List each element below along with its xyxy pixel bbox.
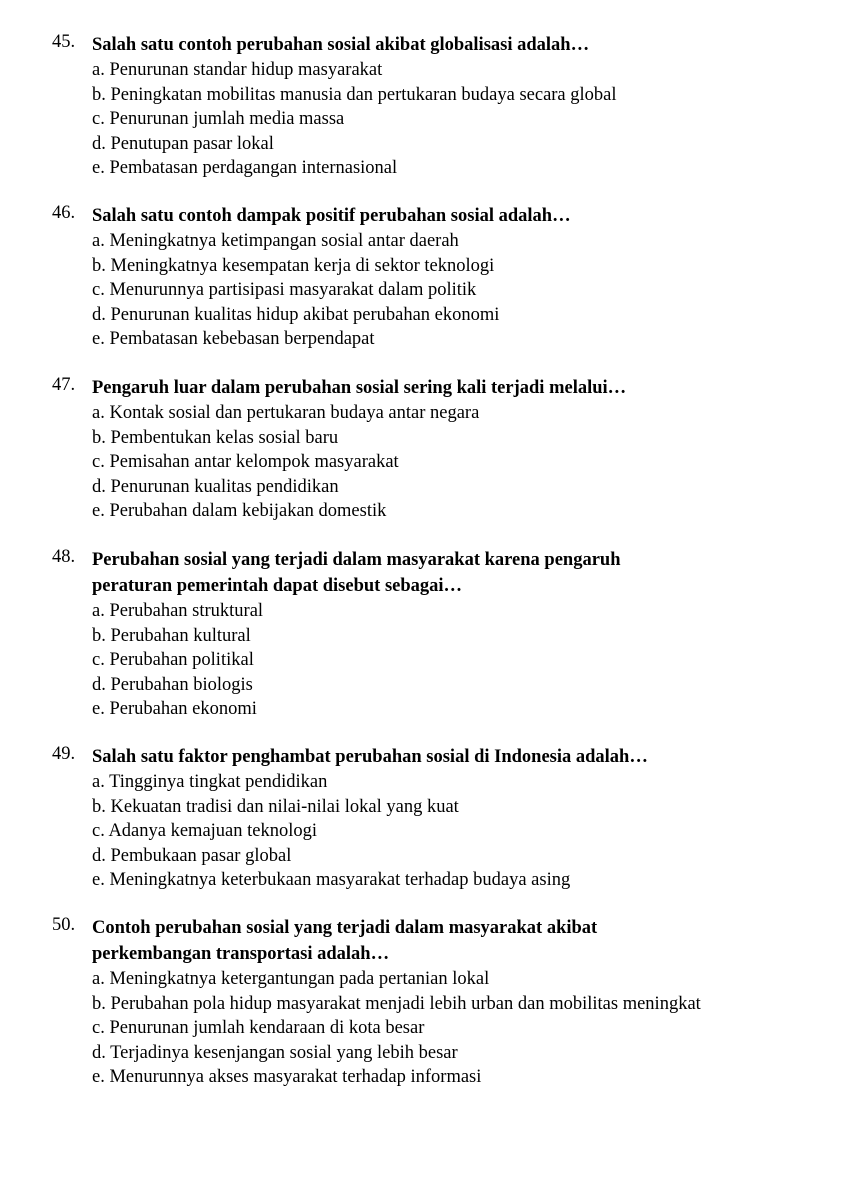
option-a: a. Penurunan standar hidup masyarakat <box>92 60 383 80</box>
option-e: e. Perubahan ekonomi <box>92 699 257 720</box>
option-d: d. Pembukaan pasar global <box>92 845 292 866</box>
option-e: e. Meningkatnya keterbukaan masyarakat terhadap budaya asing <box>92 870 571 891</box>
option-e: e. Pembatasan kebebasan berpendapat <box>92 329 375 350</box>
option-b: b. Pembentukan kelas sosial baru <box>92 427 339 448</box>
question-text: Salah satu contoh perubahan sosial akibat globalisasi adalah… <box>92 35 590 55</box>
question-text: Salah satu contoh dampak positif perubahan sosial adalah… <box>92 206 571 226</box>
question-49 <box>52 744 772 893</box>
option-d: d. Perubahan biologis <box>92 674 253 695</box>
question-number: 50. <box>52 915 76 935</box>
question-47 <box>52 375 772 524</box>
option-d: d. Penurunan kualitas pendidikan <box>92 476 339 497</box>
question-text-line-1: Perubahan sosial yang terjadi dalam masyarakat karena pengaruh <box>92 550 621 570</box>
question-50 <box>52 915 772 1090</box>
question-number: 46. <box>52 203 76 223</box>
option-c: c. Menurunnya partisipasi masyarakat dalam politik <box>92 280 477 301</box>
option-d: d. Penurunan kualitas hidup akibat perubahan ekonomi <box>92 304 500 325</box>
option-c: c. Pemisahan antar kelompok masyarakat <box>92 452 399 473</box>
option-b: b. Peningkatan mobilitas manusia dan pertukaran budaya secara global <box>92 84 617 105</box>
option-b: b. Kekuatan tradisi dan nilai-nilai lokal yang kuat <box>92 796 459 817</box>
option-a: a. Meningkatnya ketimpangan sosial antar daerah <box>92 231 459 251</box>
question-45 <box>52 32 772 181</box>
option-c: c. Adanya kemajuan teknologi <box>92 821 318 842</box>
option-a: a. Perubahan struktural <box>92 601 264 621</box>
option-b: b. Meningkatnya kesempatan kerja di sektor teknologi <box>92 255 495 276</box>
option-c: c. Penurunan jumlah kendaraan di kota besar <box>92 1018 425 1039</box>
option-e: e. Pembatasan perdagangan internasional <box>92 158 398 179</box>
option-a: a. Kontak sosial dan pertukaran budaya antar negara <box>92 403 480 423</box>
option-b: b. Perubahan kultural <box>92 625 251 646</box>
option-c: c. Penurunan jumlah media massa <box>92 109 345 130</box>
option-d: d. Terjadinya kesenjangan sosial yang lebih besar <box>92 1042 458 1063</box>
question-number: 47. <box>52 375 76 395</box>
question-48 <box>52 547 772 722</box>
question-text: Salah satu faktor penghambat perubahan sosial di Indonesia adalah… <box>92 747 648 767</box>
question-text-line-1: Contoh perubahan sosial yang terjadi dalam masyarakat akibat <box>92 918 598 938</box>
option-a: a. Meningkatnya ketergantungan pada pertanian lokal <box>92 969 490 989</box>
option-b: b. Perubahan pola hidup masyarakat menjadi lebih urban dan mobilitas meningkat <box>92 993 701 1014</box>
option-e: e. Menurunnya akses masyarakat terhadap informasi <box>92 1067 482 1088</box>
question-number: 45. <box>52 32 76 52</box>
question-text-line-2: peraturan pemerintah dapat disebut sebagai… <box>92 576 463 596</box>
option-d: d. Penutupan pasar lokal <box>92 133 274 154</box>
option-a: a. Tingginya tingkat pendidikan <box>92 772 328 792</box>
question-number: 48. <box>52 547 76 567</box>
option-c: c. Perubahan politikal <box>92 650 254 671</box>
question-number: 49. <box>52 744 76 764</box>
question-text: Pengaruh luar dalam perubahan sosial sering kali terjadi melalui… <box>92 378 627 398</box>
question-text-line-2: perkembangan transportasi adalah… <box>92 944 390 964</box>
question-46 <box>52 203 772 352</box>
option-e: e. Perubahan dalam kebijakan domestik <box>92 501 387 522</box>
